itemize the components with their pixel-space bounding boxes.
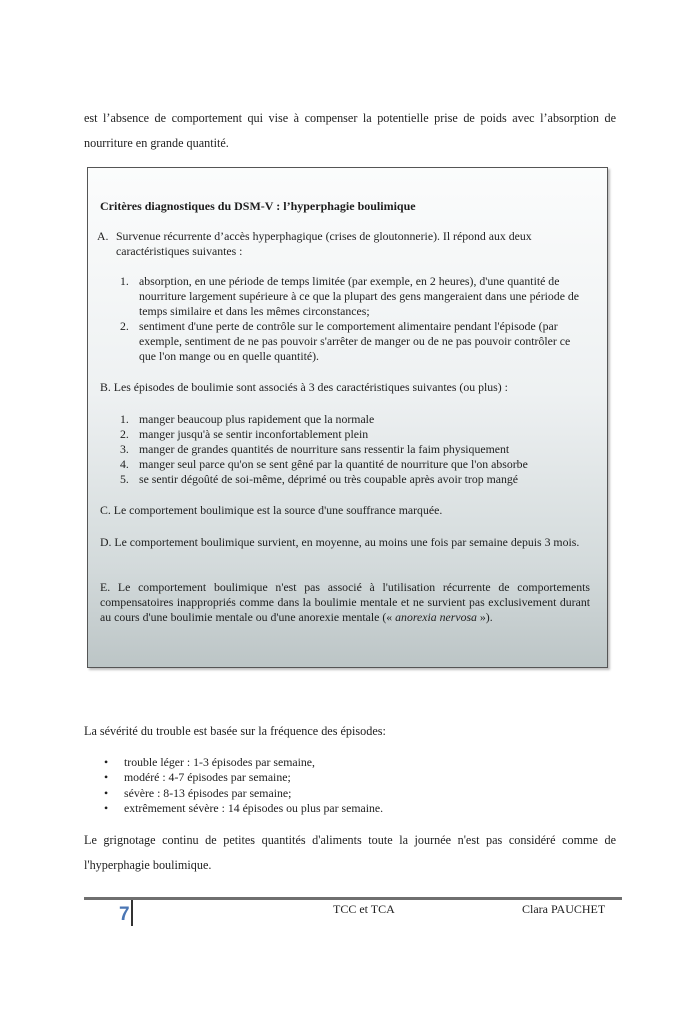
list-item: • trouble léger : 1-3 épisodes par semaine,: [104, 755, 383, 770]
dsm-criteria-box: [87, 167, 608, 668]
list-item-number: 3.: [120, 442, 129, 456]
page-number: 7: [119, 904, 130, 925]
criterion-a: [97, 229, 590, 259]
criterion-c-text: C. Le comportement boulimique est la source d'une souffrance marquée.: [100, 503, 443, 517]
list-item-text: manger de grandes quantités de nourriture sans ressentir la faim physiquement: [139, 442, 510, 456]
list-item: [120, 472, 590, 487]
criterion-a-list: [120, 274, 590, 364]
list-item: [120, 457, 590, 472]
list-item: [120, 442, 590, 457]
list-item: [120, 319, 590, 364]
list-item-text: absorption, en une période de temps limitée (par exemple, en 2 heures), d'une quantité de nourriture largement supérieure à ce que la plupart des gens mangeraient dans une période de temps similaire et dans les mêmes circonstances;: [139, 274, 580, 318]
list-item: • modéré : 4-7 épisodes par semaine;: [104, 770, 383, 785]
list-item: [120, 427, 590, 442]
criterion-b-list: [120, 412, 590, 487]
criterion-a-text: Survenue récurrente d’accès hyperphagique (crises de gloutonnerie). Il répond aux deux caractéristiques suivantes :: [116, 229, 532, 258]
list-item: [120, 274, 590, 319]
footer-author: Clara PAUCHET: [522, 902, 606, 916]
intro-paragraph: est l’absence de comportement qui vise à compenser la potentielle prise de poids avec l’absorption de nourriture en grande quantité.: [84, 111, 616, 150]
list-item: • extrêmement sévère : 14 épisodes ou plus par semaine.: [104, 801, 383, 816]
criterion-e: [100, 580, 590, 625]
list-item-number: 2.: [120, 427, 129, 441]
list-item-number: 1.: [120, 412, 129, 426]
criterion-d-text: D. Le comportement boulimique survient, en moyenne, au moins une fois par semaine depuis 3 mois.: [100, 535, 580, 549]
severity-intro: La sévérité du trouble est basée sur la fréquence des épisodes:: [84, 724, 386, 738]
list-item-number: 5.: [120, 472, 129, 486]
list-item-text: se sentir dégoûté de soi-même, déprimé ou très coupable après avoir trop mangé: [139, 472, 519, 486]
list-item-text: manger beaucoup plus rapidement que la normale: [139, 412, 375, 426]
criteria-box-title: Critères diagnostiques du DSM-V : l’hyperphagie boulimique: [100, 199, 416, 213]
footer-course-title: TCC et TCA: [333, 902, 395, 916]
list-item-text: manger jusqu'à se sentir inconfortablement plein: [139, 427, 369, 441]
list-item-text: sentiment d'une perte de contrôle sur le comportement alimentaire pendant l'épisode (par exemple, sentiment de ne pas pouvoir s'arrêter de manger ou de ne pas pouvoir contrôler ce que l'on mange ou en quelle quantité).: [139, 319, 571, 363]
list-item-text: manger seul parce qu'on se sent gêné par la quantité de nourriture que l'on absorbe: [139, 457, 528, 471]
list-item-number: 4.: [120, 457, 129, 471]
list-item: • sévère : 8-13 épisodes par semaine;: [104, 786, 383, 801]
footer-vertical-divider: [131, 900, 133, 926]
list-item-number: 2.: [120, 319, 129, 333]
footer-divider: [84, 897, 622, 900]
criterion-e-latin-term: anorexia nervosa: [395, 610, 477, 624]
list-item-number: 1.: [120, 274, 129, 288]
criterion-e-closing: »).: [479, 610, 493, 624]
grazing-note: Le grignotage continu de petites quantités d'aliments toute la journée n'est pas considéré comme de l'hyperphagie boulimique.: [84, 833, 616, 872]
criterion-e-text: E. Le comportement boulimique n'est pas associé à l'utilisation récurrente de comportements compensatoires inappropriés comme dans la boulimie mentale et ne survient pas exclusivement durant au cours d'une boulimie mentale ou d'une anorexie mentale («: [100, 580, 590, 624]
severity-list: [104, 755, 383, 816]
criterion-a-label: A.: [97, 229, 109, 243]
criterion-b-text: B. Les épisodes de boulimie sont associés à 3 des caractéristiques suivantes (ou plus) :: [100, 380, 508, 394]
list-item: [120, 412, 590, 427]
